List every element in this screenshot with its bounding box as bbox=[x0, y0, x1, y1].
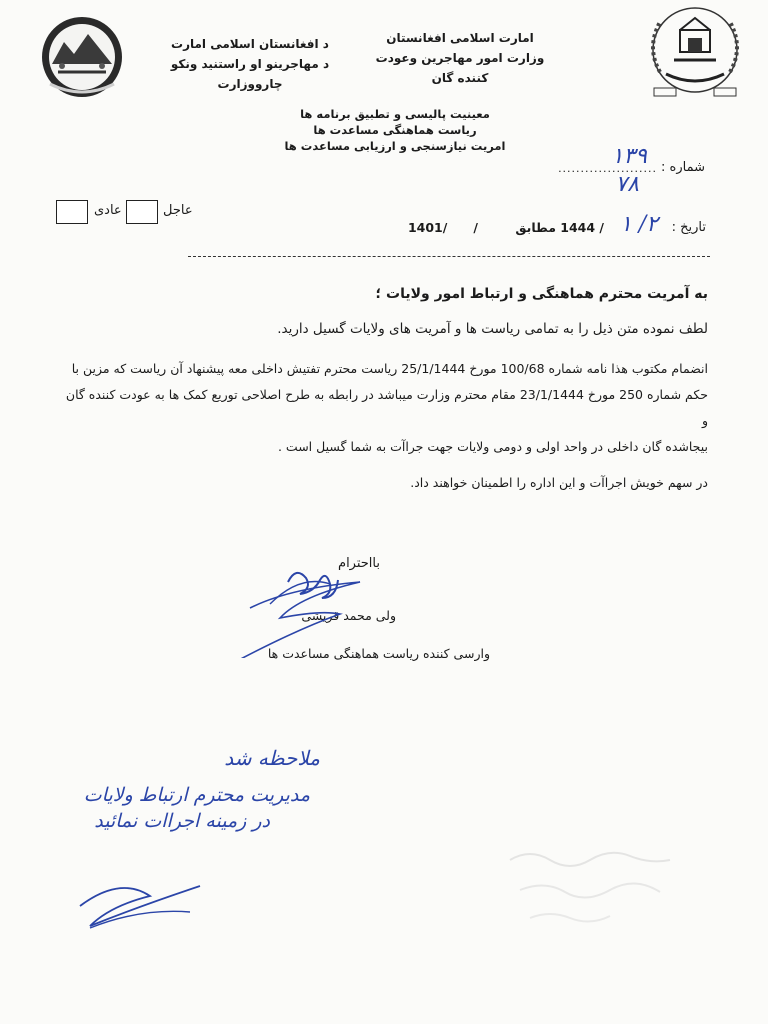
header-divider bbox=[188, 256, 710, 257]
bleed-through-handwriting bbox=[500, 830, 700, 940]
office-line: امریت نیازسنجی و ارزیابی مساعدت ها bbox=[284, 139, 506, 153]
number-label: شماره : bbox=[661, 160, 705, 175]
date-row bbox=[400, 212, 706, 242]
normal-checkbox[interactable] bbox=[56, 200, 88, 224]
number-handwritten-bottom: ۷۸ bbox=[615, 172, 639, 197]
urgent-checkbox[interactable] bbox=[126, 200, 158, 224]
department-block bbox=[265, 106, 525, 154]
annotation-line2: مدیریت محترم ارتباط ولایات bbox=[83, 784, 310, 806]
body-paragraph-line2: حکم شماره 250 مورخ 23/1/1444 مقام محترم وزارت میباشد در رابطه به طرح اصلاحی توریع کمک ها به عودت کننده گان و bbox=[65, 387, 708, 428]
signatory-title: وارسی کننده ریاست هماهنگی مساعدت ها bbox=[267, 646, 490, 661]
annotation-line1: ملاحظه شد bbox=[224, 746, 320, 770]
urgent-label: عاجل bbox=[163, 203, 193, 218]
date-solar: 1401/ / bbox=[407, 220, 478, 235]
header-right bbox=[370, 28, 550, 88]
intro-line: لطف نموده متن ذیل را به تمامی ریاست ها و آمریت های ولایات گسیل دارید. bbox=[277, 321, 708, 337]
letter-body bbox=[60, 280, 708, 496]
body-paragraph-line3: بیجاشده گان داخلی در واحد اولی و دومی ولایات جهت جراآت به شما گسیل است . bbox=[277, 439, 708, 454]
emirate-emblem-logo bbox=[636, 2, 754, 102]
letter-number-field bbox=[545, 144, 705, 198]
signatory-name: ولی محمد قریشی bbox=[301, 608, 396, 623]
addressee-line: به آمریت محترم هماهنگی و ارتباط امور ولایات ؛ bbox=[375, 286, 708, 302]
priority-checkboxes bbox=[56, 198, 196, 226]
annotation-initials bbox=[70, 866, 220, 946]
signature-block bbox=[250, 550, 490, 670]
ministry-logo bbox=[32, 14, 132, 100]
closing-note: در سهم خویش اجراآت و این اداره را اطمینان خواهند داد. bbox=[410, 475, 708, 490]
handwritten-annotation bbox=[70, 746, 330, 946]
handwritten-signature bbox=[210, 548, 410, 658]
date-hijri: / 1444 مطابق bbox=[515, 220, 604, 235]
regards-text: بااحترام bbox=[338, 556, 380, 571]
ministry-name-dari: وزارت امور مهاجرین وعودت کننده گان bbox=[375, 51, 545, 85]
annotation-line3: در زمینه اجراات نمائید bbox=[94, 810, 270, 832]
ministry-name-pashto: د مهاجرینو او راستنید ونکو چارووزارت bbox=[170, 57, 330, 91]
directorate-line: ریاست هماهنگی مساعدت ها bbox=[313, 123, 477, 137]
number-dots: ...................... bbox=[558, 162, 657, 175]
deputy-ministry-line: معینیت پالیسی و تطبیق برنامه ها bbox=[300, 107, 490, 121]
emirate-name-pashto: د افغانستان اسلامی امارت bbox=[171, 37, 329, 51]
emirate-name-dari: امارت اسلامی افغانستان bbox=[386, 31, 534, 45]
normal-label: عادی bbox=[94, 203, 122, 218]
number-handwritten-top: ۱۳۹ bbox=[611, 144, 647, 169]
date-label: تاریخ : bbox=[671, 220, 706, 235]
header-left bbox=[150, 34, 350, 94]
body-paragraph-line1: انضمام مکتوب هذا نامه شماره 100/68 مورخ 25/1/1444 ریاست محترم تفتیش داخلی معه پیشنهاد آن ریاست که مزین با bbox=[71, 361, 708, 376]
date-handwritten: ۲/ ۱ bbox=[619, 212, 658, 237]
